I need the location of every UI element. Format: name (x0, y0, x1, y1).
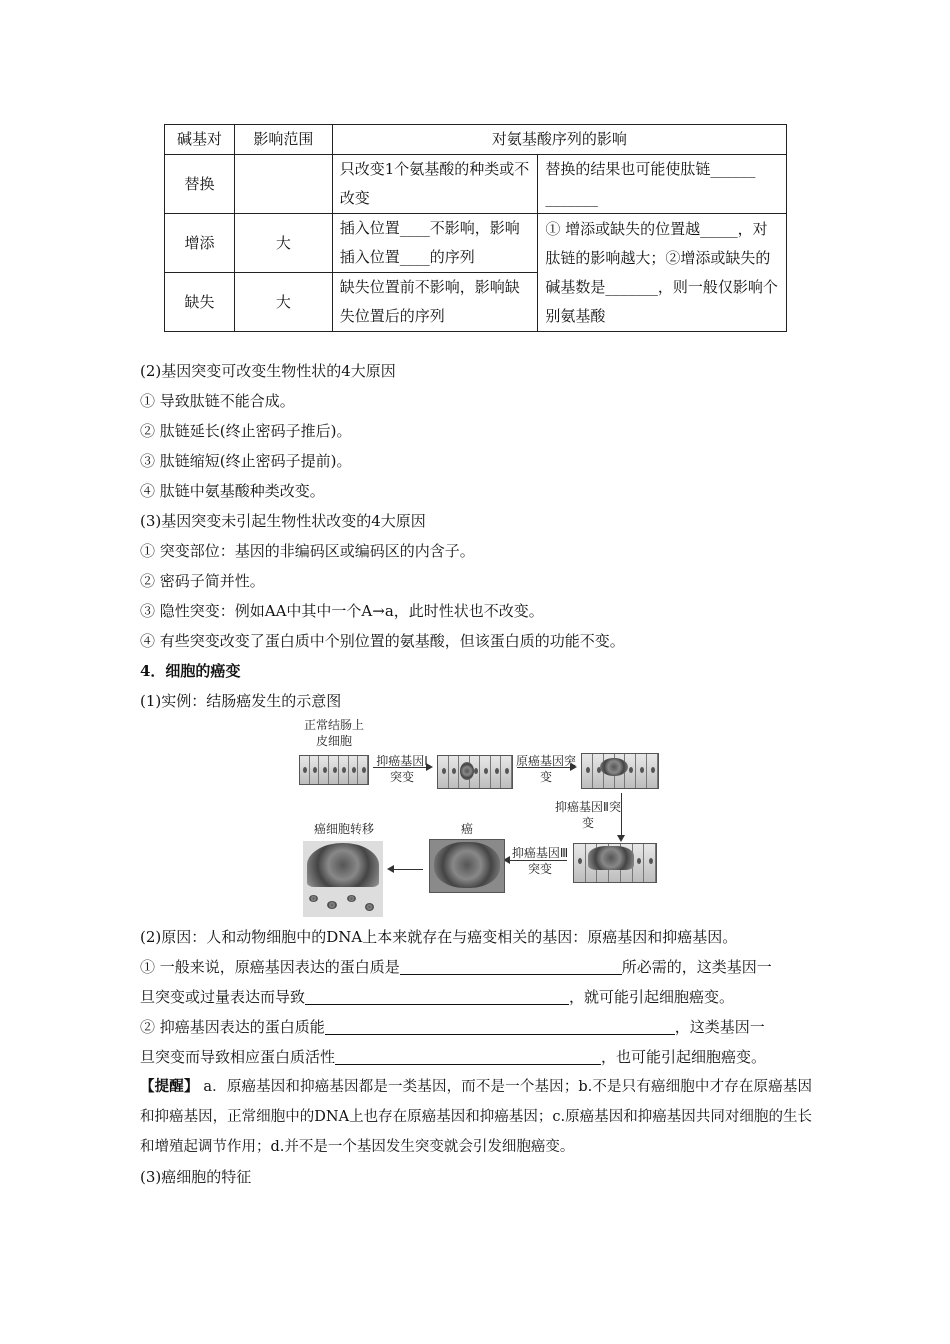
tissue-stage2-image (581, 753, 659, 789)
cause-line: (2)原因：人和动物细胞中的DNA上本来就存在与癌变相关的基因：原癌基因和抑癌基因。 (140, 928, 738, 946)
arrow-right (373, 767, 431, 768)
cause2-line1: ② 抑癌基因表达的蛋白质能 ，这类基因一 (140, 1018, 765, 1036)
row-range: 大 (234, 273, 332, 332)
table-header-cell: 影响范围 (234, 125, 332, 155)
arrow-right (517, 767, 575, 768)
label-metastasis: 癌细胞转移 (313, 822, 374, 836)
normal-tissue-image (299, 755, 369, 785)
list-item: ③ 隐性突变：例如AA中其中一个A→a，此时性状也不改变。 (140, 602, 544, 620)
list-item: ② 肽链延长(终止密码子推后)。 (140, 422, 352, 440)
row-effect: 插入位置____不影响，影响插入位置____的序列 (332, 214, 538, 273)
row-note: ① 增添或缺失的位置越_____，对肽链的影响越大；②增添或缺失的碱基数是_______，则一般仅影响个别氨基酸 (538, 214, 787, 332)
arrow-left (393, 869, 423, 870)
text-block-causes (140, 922, 812, 1192)
row-name: 缺失 (165, 273, 235, 332)
section4-example: (1)实例：结肠癌发生的示意图 (140, 692, 342, 710)
list-item: ③ 肽链缩短(终止密码子提前)。 (140, 452, 352, 470)
metastasis-image (303, 841, 383, 917)
label-step2: 原癌基因突变 (515, 754, 576, 784)
fill-blank[interactable] (305, 986, 569, 1005)
list-item: ① 突变部位：基因的非编码区或编码区的内含子。 (140, 542, 475, 560)
table-header-row (165, 125, 787, 155)
list-item: ④ 有些突变改变了蛋白质中个别位置的氨基酸，但该蛋白质的功能不变。 (140, 632, 625, 650)
table-row (165, 155, 787, 214)
row-range (234, 155, 332, 214)
label-step3: 抑癌基因Ⅱ突变 (555, 800, 621, 830)
table-header-cell: 碱基对 (165, 125, 235, 155)
arrow-down (621, 793, 622, 837)
row-effect: 缺失位置前不影响，影响缺失位置后的序列 (332, 273, 538, 332)
mutation-effect-table (164, 124, 787, 332)
arrowhead-icon (426, 763, 433, 771)
tissue-stage3-image (573, 843, 657, 883)
row-note: 替换的结果也可能使肽链______ _______ (538, 155, 787, 214)
label-step1: 抑癌基因Ⅰ突变 (376, 754, 428, 784)
list-item: ② 密码子简并性。 (140, 572, 265, 590)
label-normal-cells: 正常结肠上皮细胞 (303, 718, 364, 748)
colon-cancer-diagram (295, 715, 665, 920)
arrow-left (509, 860, 567, 861)
row-range: 大 (234, 214, 332, 273)
fill-blank[interactable] (335, 1046, 601, 1065)
cause2-line2: 旦突变而导致相应蛋白质活性 ，也可能引起细胞癌变。 (140, 1048, 767, 1066)
section4-feature: (3)癌细胞的特征 (140, 1168, 252, 1186)
text-block-sections (140, 356, 812, 716)
section3-title: (3)基因突变未引起生物性状改变的4大原因 (140, 512, 426, 530)
row-name: 增添 (165, 214, 235, 273)
cause1-line2: 旦突变或过量表达而导致 ，就可能引起细胞癌变。 (140, 988, 735, 1006)
cancer-tissue-image (429, 839, 505, 893)
cause1-line1: ① 一般来说，原癌基因表达的蛋白质是 所必需的，这类基因一 (140, 958, 772, 976)
row-name: 替换 (165, 155, 235, 214)
table-header-cell: 对氨基酸序列的影响 (332, 125, 786, 155)
fill-blank[interactable] (325, 1016, 675, 1035)
arrowhead-icon (617, 835, 625, 842)
fill-blank[interactable] (400, 956, 622, 975)
list-item: ① 导致肽链不能合成。 (140, 392, 295, 410)
table-row (165, 214, 787, 273)
arrowhead-icon (387, 865, 394, 873)
arrowhead-icon (570, 763, 577, 771)
reminder-label: 【提醒】 (140, 1078, 199, 1095)
label-step4: 抑癌基因Ⅲ突变 (511, 846, 569, 876)
reminder-text: a．原癌基因和抑癌基因都是一类基因，而不是一个基因；b.不是只有癌细胞中才存在原癌基因和抑癌基因，正常细胞中的DNA上也存在原癌基因和抑癌基因；c.原癌基因和抑癌基因共同对细胞的生长和增殖起调节作用；d.并不是一个基因发生突变就会引发细胞癌变。 (140, 1079, 812, 1155)
section2-title: (2)基因突变可改变生物性状的4大原因 (140, 362, 396, 380)
tissue-stage1-image (437, 755, 513, 789)
label-cancer: 癌 (460, 822, 473, 836)
section4-title: 4．细胞的癌变 (140, 662, 241, 680)
reminder-paragraph (140, 1072, 812, 1162)
list-item: ④ 肽链中氨基酸种类改变。 (140, 482, 325, 500)
row-effect: 只改变1个氨基酸的种类或不改变 (332, 155, 538, 214)
